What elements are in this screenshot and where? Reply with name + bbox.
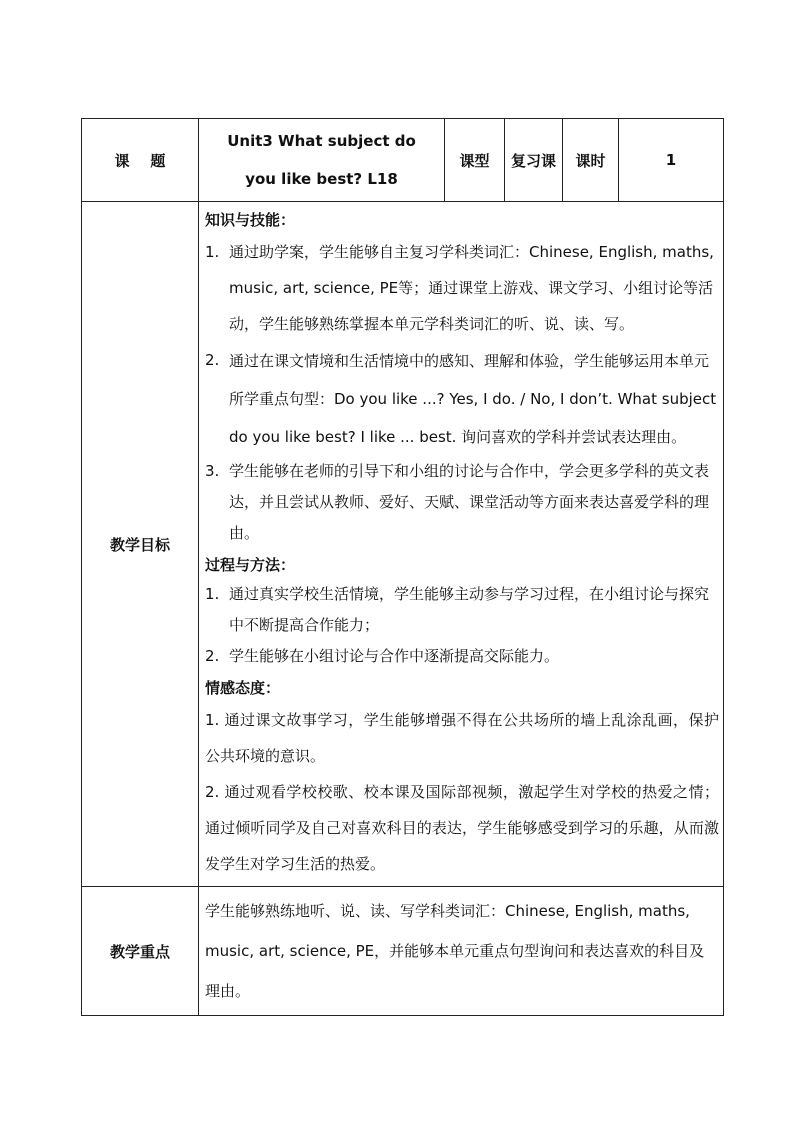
key-points-label: 教学重点	[82, 887, 199, 1016]
item-text: 学生能够在小组讨论与合作中逐渐提高交际能力。	[229, 647, 560, 665]
type-label: 课型	[445, 119, 505, 202]
knowledge-item	[205, 456, 719, 549]
type-value: 复习课	[505, 119, 563, 202]
process-heading: 过程与方法：	[205, 556, 296, 574]
item-text: 通过助学案，学生能够自主复习学科类词汇：Chinese, English, maths, music, art, science, PE等；通过课堂上游戏、课文学习、小组讨论等活动，学生能够熟练掌握本单元学科类词汇的听、说、读、写。	[229, 243, 714, 333]
item-number: 3.	[205, 462, 220, 480]
process-item	[205, 641, 719, 672]
item-text: 通过在课文情境和生活情境中的感知、理解和体验，学生能够运用本单元所学重点句型：Do you like ...? Yes, I do. / No, I don’t. What subject do you like best? I like ... best. 询问喜欢的学科并尝试表达理由。	[229, 352, 717, 446]
key-points-content: 学生能够熟练地听、说、读、写学科类词汇：Chinese, English, maths, music, art, science, PE，并能够本单元重点句型询问和表达喜欢的科目及理由。	[199, 887, 724, 1016]
knowledge-heading: 知识与技能：	[205, 211, 296, 229]
emotion-heading: 情感态度：	[205, 679, 281, 697]
emotion-item: 1. 通过课文故事学习，学生能够增强不得在公共场所的墙上乱涂乱画，保护公共环境的意识。	[205, 711, 719, 765]
item-number: 1.	[205, 585, 220, 603]
hours-value: 1	[619, 119, 724, 202]
item-number: 2.	[205, 351, 220, 369]
topic-value: Unit3 What subject do you like best? L18	[199, 119, 445, 202]
objectives-content	[199, 202, 724, 887]
item-number: 2.	[205, 647, 220, 665]
knowledge-item	[205, 342, 719, 456]
process-item	[205, 579, 719, 641]
objectives-label: 教学目标	[82, 202, 199, 887]
knowledge-item	[205, 234, 719, 342]
emotion-item: 2. 通过观看学校校歌、校本课及国际部视频，激起学生对学校的热爱之情；通过倾听同学及自己对喜欢科目的表达，学生能够感受到学习的乐趣，从而激发学生对学习生活的热爱。	[205, 783, 719, 873]
topic-label: 课 题	[82, 119, 199, 202]
hours-label: 课时	[563, 119, 619, 202]
item-text: 通过真实学校生活情境，学生能够主动参与学习过程，在小组讨论与探究中不断提高合作能力；	[229, 585, 710, 634]
item-text: 学生能够在老师的引导下和小组的讨论与合作中，学会更多学科的英文表达，并且尝试从教师、爱好、天赋、课堂活动等方面来表达喜爱学科的理由。	[229, 462, 710, 542]
item-number: 1.	[205, 243, 220, 261]
lesson-plan-table	[81, 118, 724, 1016]
